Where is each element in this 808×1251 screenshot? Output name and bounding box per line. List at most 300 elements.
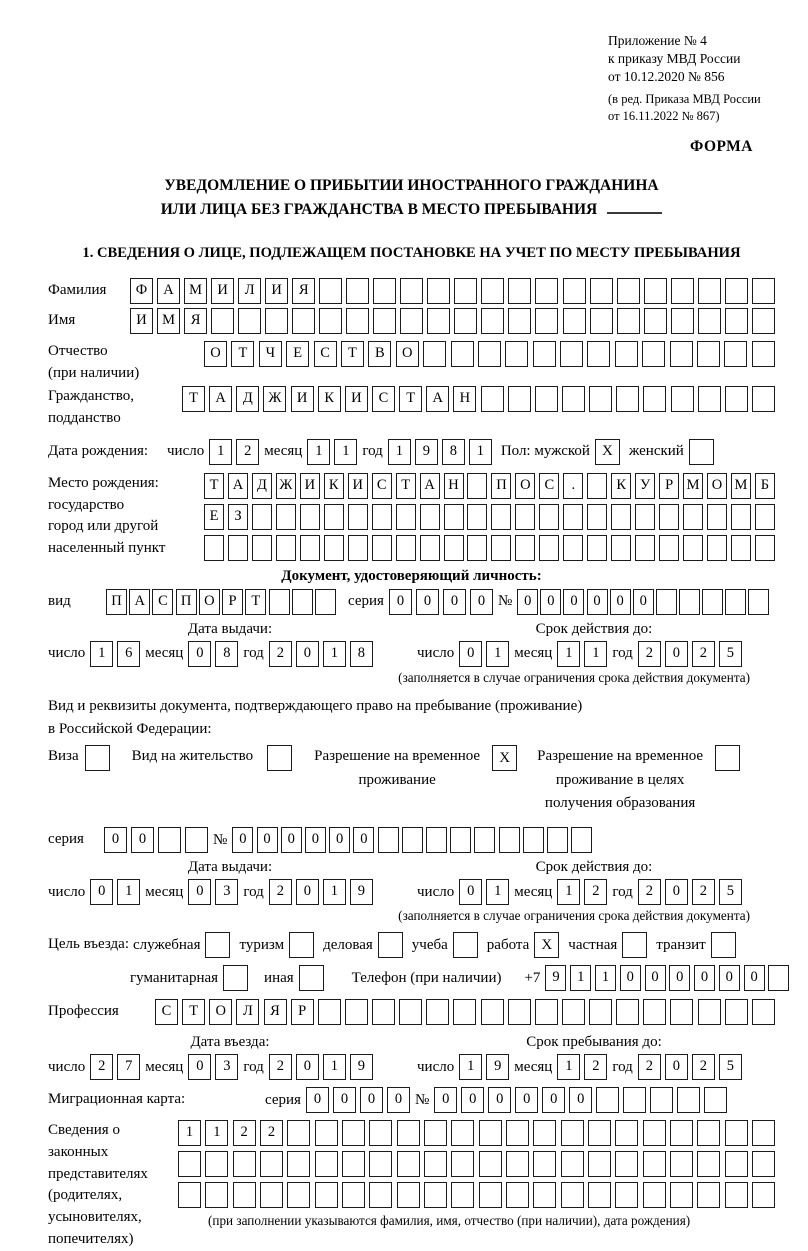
char-cell[interactable]: М [157, 308, 180, 334]
char-cell[interactable] [348, 504, 368, 530]
char-cell[interactable] [454, 308, 477, 334]
char-cell[interactable] [671, 386, 694, 412]
char-cell[interactable]: С [314, 341, 337, 367]
char-cell[interactable] [491, 535, 511, 561]
char-cell[interactable] [515, 504, 535, 530]
char-cell[interactable]: 2 [269, 879, 292, 905]
char-cell[interactable]: 0 [296, 641, 319, 667]
char-cell[interactable] [560, 341, 583, 367]
char-cell[interactable]: 0 [296, 879, 319, 905]
char-cell[interactable]: 0 [131, 827, 154, 853]
char-cell[interactable] [659, 535, 679, 561]
char-cell[interactable]: 0 [610, 589, 631, 615]
char-cell[interactable] [400, 278, 423, 304]
char-cell[interactable] [697, 1120, 720, 1146]
char-cell[interactable] [319, 308, 342, 334]
char-cell[interactable] [697, 1182, 720, 1208]
char-cell[interactable]: 0 [540, 589, 561, 615]
char-cell[interactable] [589, 999, 612, 1025]
char-cell[interactable] [467, 504, 487, 530]
char-cell[interactable]: О [396, 341, 419, 367]
char-cell[interactable]: 0 [389, 589, 412, 615]
char-cell[interactable] [420, 504, 440, 530]
char-cell[interactable] [276, 535, 296, 561]
char-cell[interactable] [535, 999, 558, 1025]
char-cell[interactable] [644, 278, 667, 304]
char-cell[interactable]: 0 [665, 879, 688, 905]
char-cell[interactable] [562, 999, 585, 1025]
char-cell[interactable] [506, 1120, 529, 1146]
char-cell[interactable]: Т [396, 473, 416, 499]
char-cell[interactable]: 2 [584, 1054, 607, 1080]
char-cell[interactable] [508, 386, 531, 412]
char-cell[interactable]: А [228, 473, 248, 499]
char-cell[interactable]: 0 [569, 1087, 592, 1113]
residence-permit-checkbox[interactable] [267, 745, 292, 771]
char-cell[interactable]: 5 [719, 879, 742, 905]
char-cell[interactable]: 0 [488, 1087, 511, 1113]
char-cell[interactable]: 2 [638, 879, 661, 905]
char-cell[interactable] [508, 999, 531, 1025]
char-cell[interactable]: 2 [236, 439, 259, 465]
char-cell[interactable]: И [211, 278, 234, 304]
temp-residence-education-checkbox[interactable] [715, 745, 740, 771]
char-cell[interactable] [427, 278, 450, 304]
char-cell[interactable] [508, 308, 531, 334]
char-cell[interactable] [185, 827, 208, 853]
char-cell[interactable]: 0 [281, 827, 302, 853]
char-cell[interactable]: 0 [188, 879, 211, 905]
char-cell[interactable] [561, 1182, 584, 1208]
char-cell[interactable] [233, 1151, 256, 1177]
char-cell[interactable]: 0 [188, 641, 211, 667]
char-cell[interactable] [698, 386, 721, 412]
char-cell[interactable] [731, 535, 751, 561]
char-cell[interactable]: И [291, 386, 314, 412]
char-cell[interactable] [373, 278, 396, 304]
char-cell[interactable] [635, 504, 655, 530]
char-cell[interactable]: 9 [350, 1054, 373, 1080]
char-cell[interactable]: 0 [296, 1054, 319, 1080]
char-cell[interactable] [324, 535, 344, 561]
char-cell[interactable]: 5 [719, 1054, 742, 1080]
char-cell[interactable] [369, 1120, 392, 1146]
char-cell[interactable] [571, 827, 592, 853]
char-cell[interactable]: 0 [665, 1054, 688, 1080]
char-cell[interactable] [697, 1151, 720, 1177]
char-cell[interactable]: Б [755, 473, 775, 499]
purpose-tourism-checkbox[interactable] [289, 932, 314, 958]
char-cell[interactable]: 1 [459, 1054, 482, 1080]
char-cell[interactable] [178, 1151, 201, 1177]
char-cell[interactable]: И [300, 473, 320, 499]
char-cell[interactable] [725, 1120, 748, 1146]
char-cell[interactable] [535, 308, 558, 334]
char-cell[interactable] [346, 308, 369, 334]
char-cell[interactable] [451, 1182, 474, 1208]
char-cell[interactable] [755, 535, 775, 561]
char-cell[interactable]: 0 [306, 1087, 329, 1113]
char-cell[interactable] [506, 1182, 529, 1208]
char-cell[interactable]: 0 [515, 1087, 538, 1113]
char-cell[interactable] [704, 1087, 727, 1113]
purpose-work-checkbox[interactable]: X [534, 932, 559, 958]
char-cell[interactable] [426, 999, 449, 1025]
char-cell[interactable] [588, 1120, 611, 1146]
char-cell[interactable]: Ф [130, 278, 153, 304]
char-cell[interactable] [397, 1182, 420, 1208]
char-cell[interactable] [725, 278, 748, 304]
char-cell[interactable] [563, 278, 586, 304]
char-cell[interactable] [535, 386, 558, 412]
purpose-business-checkbox[interactable] [378, 932, 403, 958]
char-cell[interactable] [611, 504, 631, 530]
char-cell[interactable]: И [348, 473, 368, 499]
char-cell[interactable]: 0 [470, 589, 493, 615]
char-cell[interactable] [324, 504, 344, 530]
char-cell[interactable] [659, 504, 679, 530]
purpose-study-checkbox[interactable] [453, 932, 478, 958]
char-cell[interactable] [683, 504, 703, 530]
char-cell[interactable]: А [129, 589, 150, 615]
char-cell[interactable] [615, 1120, 638, 1146]
char-cell[interactable] [533, 341, 556, 367]
char-cell[interactable] [315, 1151, 338, 1177]
char-cell[interactable]: А [426, 386, 449, 412]
char-cell[interactable] [453, 999, 476, 1025]
char-cell[interactable]: С [372, 473, 392, 499]
char-cell[interactable]: М [731, 473, 751, 499]
char-cell[interactable]: 1 [209, 439, 232, 465]
char-cell[interactable] [670, 1151, 693, 1177]
sex-male-checkbox[interactable]: X [595, 439, 620, 465]
char-cell[interactable] [481, 278, 504, 304]
char-cell[interactable] [533, 1151, 556, 1177]
char-cell[interactable]: И [130, 308, 153, 334]
char-cell[interactable] [319, 278, 342, 304]
char-cell[interactable]: П [491, 473, 511, 499]
char-cell[interactable]: Н [453, 386, 476, 412]
char-cell[interactable]: 0 [188, 1054, 211, 1080]
char-cell[interactable] [420, 535, 440, 561]
char-cell[interactable] [670, 999, 693, 1025]
char-cell[interactable] [238, 308, 261, 334]
char-cell[interactable]: П [106, 589, 127, 615]
char-cell[interactable] [479, 1182, 502, 1208]
char-cell[interactable]: Ж [263, 386, 286, 412]
char-cell[interactable] [474, 827, 495, 853]
char-cell[interactable]: О [209, 999, 232, 1025]
char-cell[interactable]: 0 [104, 827, 127, 853]
char-cell[interactable]: 8 [350, 641, 373, 667]
char-cell[interactable] [563, 535, 583, 561]
char-cell[interactable] [402, 827, 423, 853]
char-cell[interactable]: Р [291, 999, 314, 1025]
char-cell[interactable] [515, 535, 535, 561]
char-cell[interactable] [399, 999, 422, 1025]
char-cell[interactable]: Т [341, 341, 364, 367]
char-cell[interactable] [478, 341, 501, 367]
char-cell[interactable]: С [539, 473, 559, 499]
char-cell[interactable]: Я [184, 308, 207, 334]
char-cell[interactable]: 0 [633, 589, 654, 615]
char-cell[interactable]: П [176, 589, 197, 615]
char-cell[interactable]: 0 [329, 827, 350, 853]
char-cell[interactable]: Н [444, 473, 464, 499]
char-cell[interactable] [679, 589, 700, 615]
char-cell[interactable] [725, 999, 748, 1025]
char-cell[interactable]: Р [659, 473, 679, 499]
char-cell[interactable] [378, 827, 399, 853]
char-cell[interactable] [617, 308, 640, 334]
char-cell[interactable] [372, 535, 392, 561]
char-cell[interactable]: 1 [205, 1120, 228, 1146]
char-cell[interactable] [539, 535, 559, 561]
char-cell[interactable] [348, 535, 368, 561]
char-cell[interactable]: О [199, 589, 220, 615]
char-cell[interactable] [561, 1151, 584, 1177]
char-cell[interactable]: 6 [117, 641, 140, 667]
char-cell[interactable] [451, 341, 474, 367]
purpose-other-checkbox[interactable] [299, 965, 324, 991]
char-cell[interactable]: И [265, 278, 288, 304]
char-cell[interactable]: 1 [557, 641, 580, 667]
char-cell[interactable]: А [157, 278, 180, 304]
char-cell[interactable]: К [611, 473, 631, 499]
char-cell[interactable] [300, 535, 320, 561]
char-cell[interactable]: Ж [276, 473, 296, 499]
char-cell[interactable] [671, 278, 694, 304]
char-cell[interactable] [615, 1151, 638, 1177]
char-cell[interactable] [670, 1120, 693, 1146]
char-cell[interactable]: С [152, 589, 173, 615]
char-cell[interactable]: 9 [350, 879, 373, 905]
char-cell[interactable] [596, 1087, 619, 1113]
char-cell[interactable] [523, 827, 544, 853]
char-cell[interactable]: 1 [334, 439, 357, 465]
char-cell[interactable] [752, 308, 775, 334]
char-cell[interactable] [178, 1182, 201, 1208]
char-cell[interactable]: А [209, 386, 232, 412]
char-cell[interactable] [373, 308, 396, 334]
char-cell[interactable]: 2 [638, 1054, 661, 1080]
char-cell[interactable]: 8 [215, 641, 238, 667]
char-cell[interactable]: Т [182, 999, 205, 1025]
char-cell[interactable]: 0 [305, 827, 326, 853]
char-cell[interactable]: 0 [620, 965, 641, 991]
char-cell[interactable] [451, 1151, 474, 1177]
char-cell[interactable]: Д [236, 386, 259, 412]
char-cell[interactable]: К [324, 473, 344, 499]
char-cell[interactable] [372, 504, 392, 530]
char-cell[interactable] [698, 278, 721, 304]
char-cell[interactable] [424, 1120, 447, 1146]
char-cell[interactable]: 2 [269, 641, 292, 667]
char-cell[interactable]: 0 [443, 589, 466, 615]
char-cell[interactable] [424, 1151, 447, 1177]
char-cell[interactable] [400, 308, 423, 334]
char-cell[interactable] [211, 308, 234, 334]
char-cell[interactable] [588, 1151, 611, 1177]
char-cell[interactable]: 1 [595, 965, 616, 991]
char-cell[interactable]: Л [238, 278, 261, 304]
char-cell[interactable] [707, 504, 727, 530]
char-cell[interactable]: . [563, 473, 583, 499]
char-cell[interactable]: 0 [563, 589, 584, 615]
purpose-official-checkbox[interactable] [205, 932, 230, 958]
char-cell[interactable]: 1 [307, 439, 330, 465]
char-cell[interactable]: Т [245, 589, 266, 615]
char-cell[interactable] [342, 1120, 365, 1146]
char-cell[interactable]: 1 [570, 965, 591, 991]
char-cell[interactable] [547, 827, 568, 853]
char-cell[interactable]: Я [264, 999, 287, 1025]
char-cell[interactable] [260, 1151, 283, 1177]
char-cell[interactable] [643, 1182, 666, 1208]
char-cell[interactable] [561, 1120, 584, 1146]
char-cell[interactable]: 0 [434, 1087, 457, 1113]
char-cell[interactable]: У [635, 473, 655, 499]
char-cell[interactable] [587, 341, 610, 367]
char-cell[interactable]: 0 [587, 589, 608, 615]
char-cell[interactable]: 2 [638, 641, 661, 667]
char-cell[interactable]: 1 [90, 641, 113, 667]
char-cell[interactable] [396, 504, 416, 530]
char-cell[interactable] [372, 999, 395, 1025]
char-cell[interactable] [725, 1182, 748, 1208]
char-cell[interactable] [677, 1087, 700, 1113]
char-cell[interactable]: 1 [323, 879, 346, 905]
char-cell[interactable]: С [372, 386, 395, 412]
char-cell[interactable] [643, 999, 666, 1025]
char-cell[interactable] [587, 535, 607, 561]
char-cell[interactable] [315, 1120, 338, 1146]
char-cell[interactable] [269, 589, 290, 615]
char-cell[interactable]: 1 [323, 641, 346, 667]
char-cell[interactable]: 9 [545, 965, 566, 991]
char-cell[interactable] [318, 999, 341, 1025]
char-cell[interactable] [292, 589, 313, 615]
char-cell[interactable] [287, 1182, 310, 1208]
char-cell[interactable]: Т [182, 386, 205, 412]
char-cell[interactable]: 0 [416, 589, 439, 615]
char-cell[interactable] [426, 827, 447, 853]
char-cell[interactable] [228, 535, 248, 561]
char-cell[interactable] [725, 386, 748, 412]
char-cell[interactable] [427, 308, 450, 334]
char-cell[interactable]: 1 [557, 1054, 580, 1080]
char-cell[interactable]: Ч [259, 341, 282, 367]
char-cell[interactable] [671, 308, 694, 334]
char-cell[interactable] [643, 1151, 666, 1177]
char-cell[interactable] [533, 1182, 556, 1208]
char-cell[interactable]: 2 [584, 879, 607, 905]
char-cell[interactable] [397, 1120, 420, 1146]
char-cell[interactable]: 2 [260, 1120, 283, 1146]
purpose-private-checkbox[interactable] [622, 932, 647, 958]
char-cell[interactable] [623, 1087, 646, 1113]
char-cell[interactable]: 0 [257, 827, 278, 853]
char-cell[interactable] [724, 341, 747, 367]
char-cell[interactable]: 0 [517, 589, 538, 615]
char-cell[interactable] [589, 386, 612, 412]
char-cell[interactable]: 1 [486, 879, 509, 905]
char-cell[interactable]: 0 [459, 879, 482, 905]
char-cell[interactable] [481, 999, 504, 1025]
char-cell[interactable] [731, 504, 751, 530]
char-cell[interactable]: 3 [215, 879, 238, 905]
char-cell[interactable]: 0 [645, 965, 666, 991]
char-cell[interactable] [683, 535, 703, 561]
char-cell[interactable] [698, 999, 721, 1025]
char-cell[interactable]: 3 [215, 1054, 238, 1080]
char-cell[interactable] [506, 1151, 529, 1177]
char-cell[interactable] [479, 1151, 502, 1177]
char-cell[interactable]: 0 [360, 1087, 383, 1113]
char-cell[interactable] [450, 827, 471, 853]
char-cell[interactable]: 7 [117, 1054, 140, 1080]
char-cell[interactable]: 2 [692, 641, 715, 667]
char-cell[interactable] [204, 535, 224, 561]
char-cell[interactable] [563, 504, 583, 530]
char-cell[interactable] [725, 1151, 748, 1177]
char-cell[interactable] [535, 278, 558, 304]
char-cell[interactable] [292, 308, 315, 334]
char-cell[interactable] [752, 999, 775, 1025]
char-cell[interactable]: 2 [90, 1054, 113, 1080]
char-cell[interactable]: М [184, 278, 207, 304]
char-cell[interactable] [451, 1120, 474, 1146]
char-cell[interactable] [342, 1182, 365, 1208]
char-cell[interactable]: 1 [178, 1120, 201, 1146]
char-cell[interactable] [287, 1151, 310, 1177]
char-cell[interactable] [725, 589, 746, 615]
char-cell[interactable] [615, 1182, 638, 1208]
char-cell[interactable]: 0 [694, 965, 715, 991]
char-cell[interactable] [481, 386, 504, 412]
char-cell[interactable]: И [345, 386, 368, 412]
char-cell[interactable] [748, 589, 769, 615]
char-cell[interactable] [233, 1182, 256, 1208]
char-cell[interactable] [562, 386, 585, 412]
char-cell[interactable] [252, 504, 272, 530]
char-cell[interactable] [615, 341, 638, 367]
char-cell[interactable] [467, 473, 487, 499]
char-cell[interactable]: Т [399, 386, 422, 412]
char-cell[interactable] [158, 827, 181, 853]
char-cell[interactable] [345, 999, 368, 1025]
char-cell[interactable]: 9 [486, 1054, 509, 1080]
char-cell[interactable] [276, 504, 296, 530]
purpose-transit-checkbox[interactable] [711, 932, 736, 958]
char-cell[interactable] [590, 278, 613, 304]
char-cell[interactable]: 1 [323, 1054, 346, 1080]
char-cell[interactable] [533, 1120, 556, 1146]
char-cell[interactable] [315, 1182, 338, 1208]
char-cell[interactable] [752, 278, 775, 304]
char-cell[interactable] [635, 535, 655, 561]
char-cell[interactable] [752, 1120, 775, 1146]
char-cell[interactable] [499, 827, 520, 853]
char-cell[interactable]: 0 [232, 827, 253, 853]
char-cell[interactable] [702, 589, 723, 615]
char-cell[interactable] [369, 1182, 392, 1208]
char-cell[interactable]: Р [222, 589, 243, 615]
char-cell[interactable] [265, 308, 288, 334]
temp-residence-checkbox[interactable]: X [492, 745, 517, 771]
char-cell[interactable]: 2 [269, 1054, 292, 1080]
char-cell[interactable] [454, 278, 477, 304]
